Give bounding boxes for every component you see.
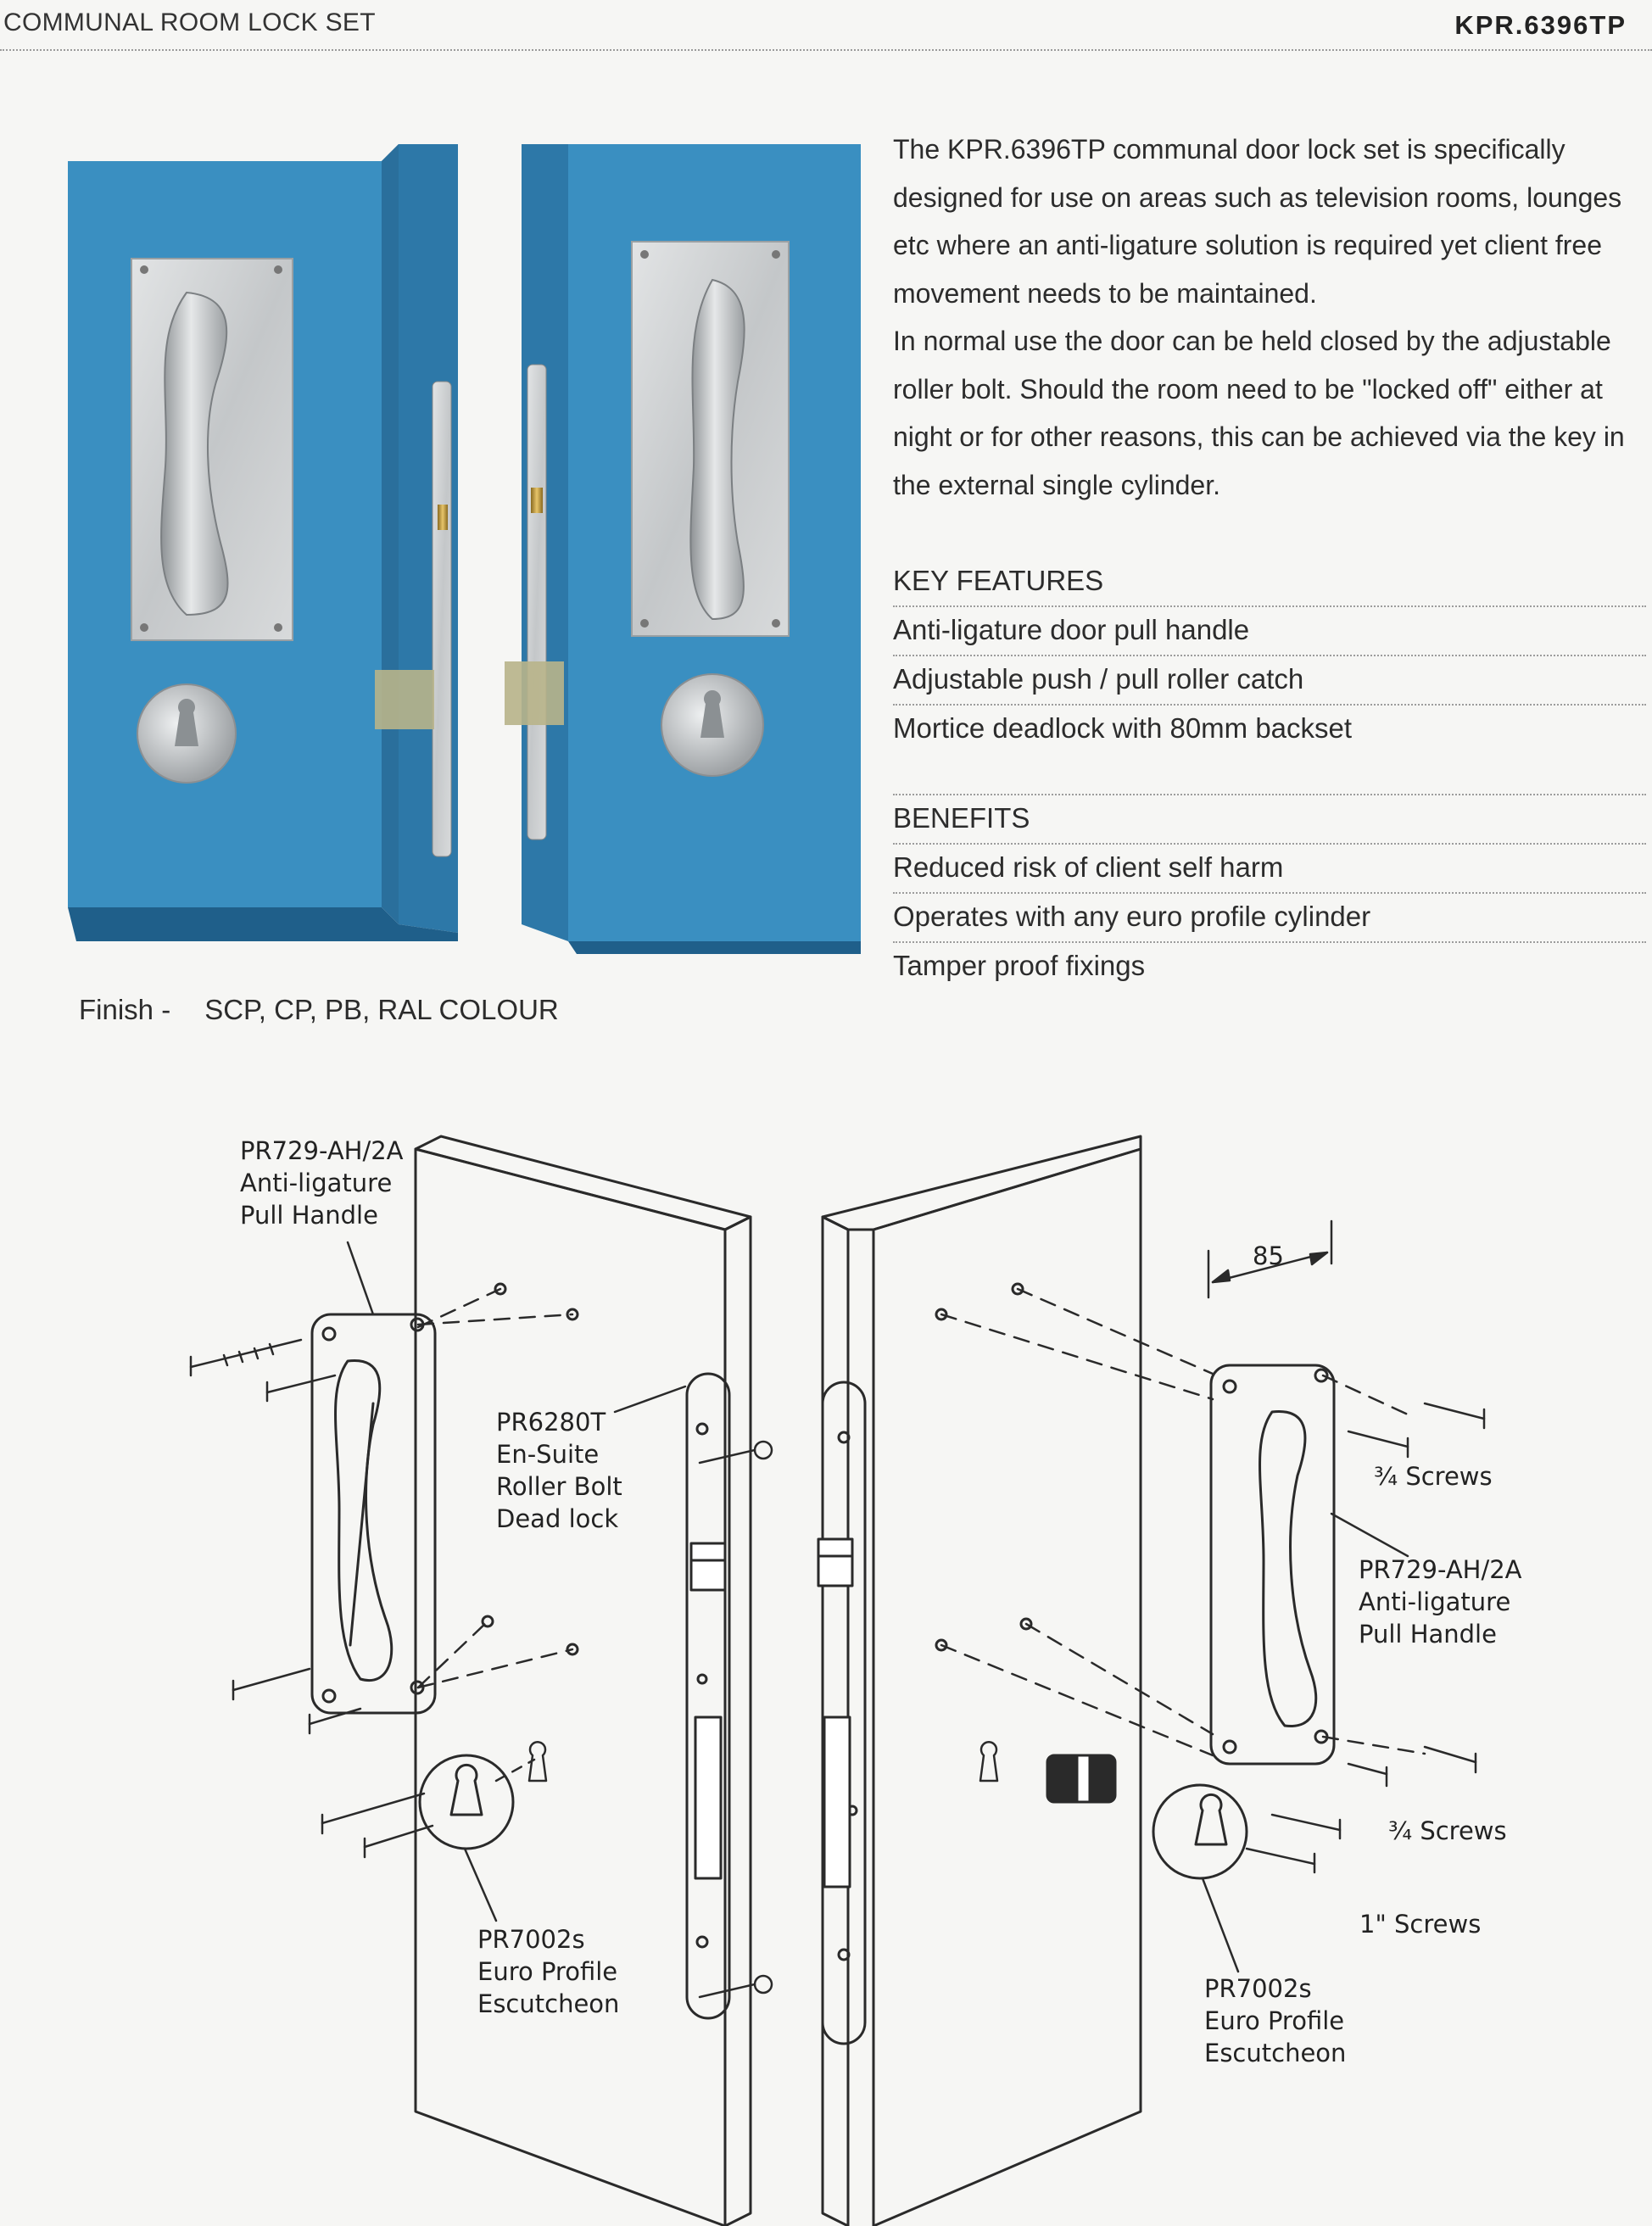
left-escutcheon-drawing (420, 1742, 546, 1849)
benefit-item: Operates with any euro profile cylinder (893, 894, 1646, 943)
right-escutcheon-line1: Euro Profile (1204, 2006, 1345, 2035)
header-divider (0, 49, 1652, 51)
right-escutcheon-label (1204, 1972, 1346, 2069)
product-description (893, 126, 1631, 509)
key-features-heading: KEY FEATURES (893, 558, 1646, 607)
benefits-list (893, 794, 1646, 990)
benefit-item: Tamper proof fixings (893, 950, 1146, 981)
left-handle-line2: Pull Handle (240, 1201, 378, 1230)
left-handle-line1: Anti-ligature (240, 1169, 393, 1197)
roller-bolt-label (496, 1406, 622, 1535)
dimension-label: 85 (1253, 1241, 1284, 1270)
left-door-drawing (416, 1136, 751, 2226)
right-handle-line1: Anti-ligature (1359, 1587, 1511, 1616)
right-handle-fixing-lines (941, 1289, 1425, 1755)
benefits-heading: BENEFITS (893, 794, 1646, 845)
description-paragraph-1: The KPR.6396TP communal door lock set is specifically designed for use on areas such as television rooms, lounges etc where an anti-ligature solution is required yet client free movement needs to be maintained. (893, 134, 1622, 309)
right-handle-code: PR729-AH/2A (1359, 1555, 1522, 1584)
roller-bolt-line3: Dead lock (496, 1504, 619, 1533)
benefit-item: Reduced risk of client self harm (893, 845, 1646, 894)
roller-bolt-line1: En-Suite (496, 1440, 600, 1469)
roller-bolt-code: PR6280T (496, 1408, 606, 1437)
key-feature-item: Adjustable push / pull roller catch (893, 656, 1646, 706)
finish-line (79, 994, 559, 1026)
leader-lines (348, 1242, 1408, 1972)
right-handle-label (1359, 1554, 1522, 1650)
section-title: COMMUNAL ROOM LOCK SET (3, 8, 376, 36)
key-features-list (893, 558, 1646, 753)
right-escutcheon-line2: Escutcheon (1204, 2039, 1347, 2067)
exploded-diagram (0, 1102, 1652, 2226)
right-pull-handle-drawing (1211, 1365, 1334, 1764)
left-escutcheon-line2: Escutcheon (477, 1989, 620, 2018)
right-escutcheon-code: PR7002s (1204, 1974, 1312, 2003)
key-feature-item: Anti-ligature door pull handle (893, 607, 1646, 656)
product-photo (59, 127, 865, 958)
left-escutcheon-code: PR7002s (477, 1925, 585, 1954)
right-handle-line2: Pull Handle (1359, 1620, 1497, 1649)
inch-screws-label: 1" Screws (1359, 1910, 1482, 1939)
left-handle-code: PR729-AH/2A (240, 1136, 404, 1165)
left-handle-label (240, 1135, 404, 1231)
lower-screws-label: ¾ Screws (1388, 1816, 1507, 1845)
right-escutcheon-drawing (980, 1742, 1247, 1878)
left-door-photo (68, 144, 458, 941)
roller-bolt-line2: Roller Bolt (496, 1472, 622, 1501)
right-door-photo (505, 144, 861, 954)
description-paragraph-2: In normal use the door can be held closed by the adjustable roller bolt. Should the room need to be "locked off" either at night or for other reasons, this can be achieved via the key in the external single cylinder. (893, 326, 1625, 500)
finish-value: SCP, CP, PB, RAL COLOUR (204, 994, 559, 1025)
upper-screws-label: ¾ Screws (1374, 1462, 1493, 1491)
left-escutcheon-line1: Euro Profile (477, 1957, 618, 1986)
key-feature-item: Mortice deadlock with 80mm backset (893, 712, 1353, 744)
finish-label: Finish - (79, 994, 171, 1025)
product-code: KPR.6396TP (1454, 10, 1627, 40)
right-door-drawing (818, 1136, 1141, 2226)
left-escutcheon-label (477, 1923, 619, 2020)
